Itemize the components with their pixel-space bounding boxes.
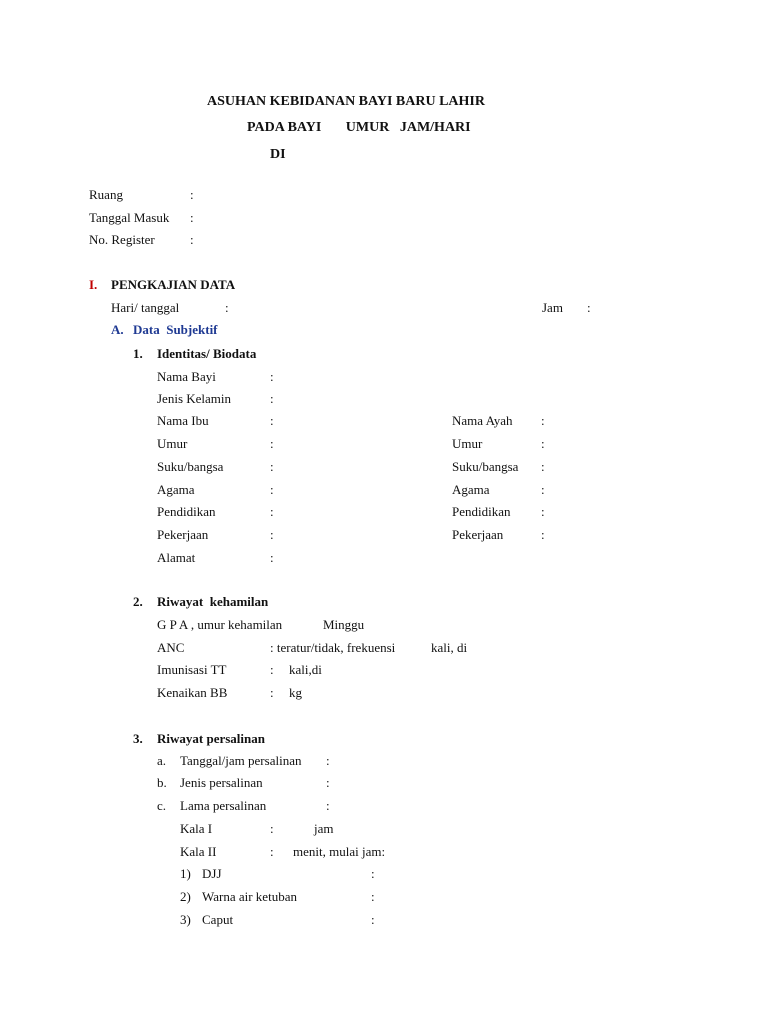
ibu-field-label: Umur: [157, 436, 188, 451]
hari-tanggal-label: Hari/ tanggal: [111, 300, 180, 315]
tanggal-masuk-label: Tanggal Masuk: [89, 210, 170, 225]
persalinan-item-letter: c.: [157, 798, 167, 813]
document-title-line-2: PADA BAYI UMUR JAM/HARI: [247, 120, 471, 135]
subjektif-letter: A.: [111, 322, 124, 337]
kehamilan-title: Riwayat kehamilan: [157, 594, 269, 609]
ayah-field-label: Suku/bangsa: [452, 459, 519, 474]
jenis-persalinan-colon: :: [326, 775, 330, 790]
section-1-numeral: I.: [89, 277, 98, 292]
jam-colon: :: [587, 300, 591, 315]
djj-label: DJJ: [202, 866, 222, 881]
lama-persalinan-colon: :: [326, 798, 330, 813]
ibu-field-colon: :: [270, 527, 274, 542]
tanggal-masuk-colon: :: [190, 210, 194, 225]
ayah-field-colon: :: [541, 436, 545, 451]
alamat-label: Alamat: [157, 550, 196, 565]
ibu-field-label: Nama Ibu: [157, 413, 209, 428]
ayah-field-label: Nama Ayah: [452, 413, 513, 428]
tanggal-jam-persalinan-label: Tanggal/jam persalinan: [180, 753, 302, 768]
kehamilan-number: 2.: [133, 594, 143, 609]
caput-colon: :: [371, 912, 375, 927]
ayah-field-colon: :: [541, 482, 545, 497]
ibu-field-label: Agama: [157, 482, 195, 497]
persalinan-item-letter: a.: [157, 753, 167, 768]
persalinan-number: 3.: [133, 731, 143, 746]
no-register-label: No. Register: [89, 232, 155, 247]
ruang-label: Ruang: [89, 187, 123, 202]
nama-bayi-label: Nama Bayi: [157, 369, 216, 384]
jam-label: Jam: [542, 300, 563, 315]
anc-suffix: kali, di: [431, 640, 468, 655]
alamat-colon: :: [270, 550, 274, 565]
warna-air-ketuban-colon: :: [371, 889, 375, 904]
anc-label: ANC: [157, 640, 185, 655]
ayah-field-colon: :: [541, 504, 545, 519]
djj-colon: :: [371, 866, 375, 881]
ayah-field-colon: :: [541, 527, 545, 542]
identitas-number: 1.: [133, 346, 143, 361]
jenis-persalinan-label: Jenis persalinan: [180, 775, 263, 790]
sub-item-number: 1): [180, 866, 191, 881]
kala-1-colon: :: [270, 821, 274, 836]
persalinan-title: Riwayat persalinan: [157, 731, 265, 746]
ibu-field-colon: :: [270, 436, 274, 451]
ayah-field-colon: :: [541, 413, 545, 428]
ayah-field-label: Umur: [452, 436, 483, 451]
imunisasi-value: kali,di: [289, 662, 322, 677]
nama-bayi-colon: :: [270, 369, 274, 384]
kala-2-colon: :: [270, 844, 274, 859]
caput-label: Caput: [202, 912, 234, 927]
hari-tanggal-colon: :: [225, 300, 229, 315]
imunisasi-colon: :: [270, 662, 274, 677]
anc-value: : teratur/tidak, frekuensi: [270, 640, 396, 655]
document-title-line-1: ASUHAN KEBIDANAN BAYI BARU LAHIR: [207, 94, 485, 109]
persalinan-item-letter: b.: [157, 775, 167, 790]
kenaikan-bb-label: Kenaikan BB: [157, 685, 228, 700]
jenis-kelamin-colon: :: [270, 391, 274, 406]
ibu-field-colon: :: [270, 459, 274, 474]
identitas-title: Identitas/ Biodata: [157, 346, 257, 361]
ibu-field-colon: :: [270, 413, 274, 428]
ibu-field-label: Suku/bangsa: [157, 459, 224, 474]
ayah-field-label: Pekerjaan: [452, 527, 504, 542]
ibu-field-colon: :: [270, 504, 274, 519]
kala-2-label: Kala II: [180, 844, 217, 859]
sub-item-number: 2): [180, 889, 191, 904]
warna-air-ketuban-label: Warna air ketuban: [202, 889, 297, 904]
ayah-field-label: Pendidikan: [452, 504, 511, 519]
minggu-label: Minggu: [323, 617, 365, 632]
kala-2-value: menit, mulai jam:: [293, 844, 386, 859]
subjektif-title: Data Subjektif: [133, 322, 218, 337]
ayah-field-label: Agama: [452, 482, 490, 497]
document-title-line-3: DI: [270, 147, 286, 162]
kala-1-label: Kala I: [180, 821, 213, 836]
section-1-title: PENGKAJIAN DATA: [111, 277, 236, 292]
kenaikan-bb-colon: :: [270, 685, 274, 700]
lama-persalinan-label: Lama persalinan: [180, 798, 267, 813]
ruang-colon: :: [190, 187, 194, 202]
ayah-field-colon: :: [541, 459, 545, 474]
tanggal-jam-persalinan-colon: :: [326, 753, 330, 768]
ibu-field-colon: :: [270, 482, 274, 497]
jenis-kelamin-label: Jenis Kelamin: [157, 391, 232, 406]
kala-1-value: jam: [314, 821, 334, 836]
no-register-colon: :: [190, 232, 194, 247]
ibu-field-label: Pekerjaan: [157, 527, 209, 542]
imunisasi-label: Imunisasi TT: [157, 662, 227, 677]
sub-item-number: 3): [180, 912, 191, 927]
kenaikan-bb-value: kg: [289, 685, 302, 700]
ibu-field-label: Pendidikan: [157, 504, 216, 519]
gpa-label: G P A , umur kehamilan: [157, 617, 283, 632]
